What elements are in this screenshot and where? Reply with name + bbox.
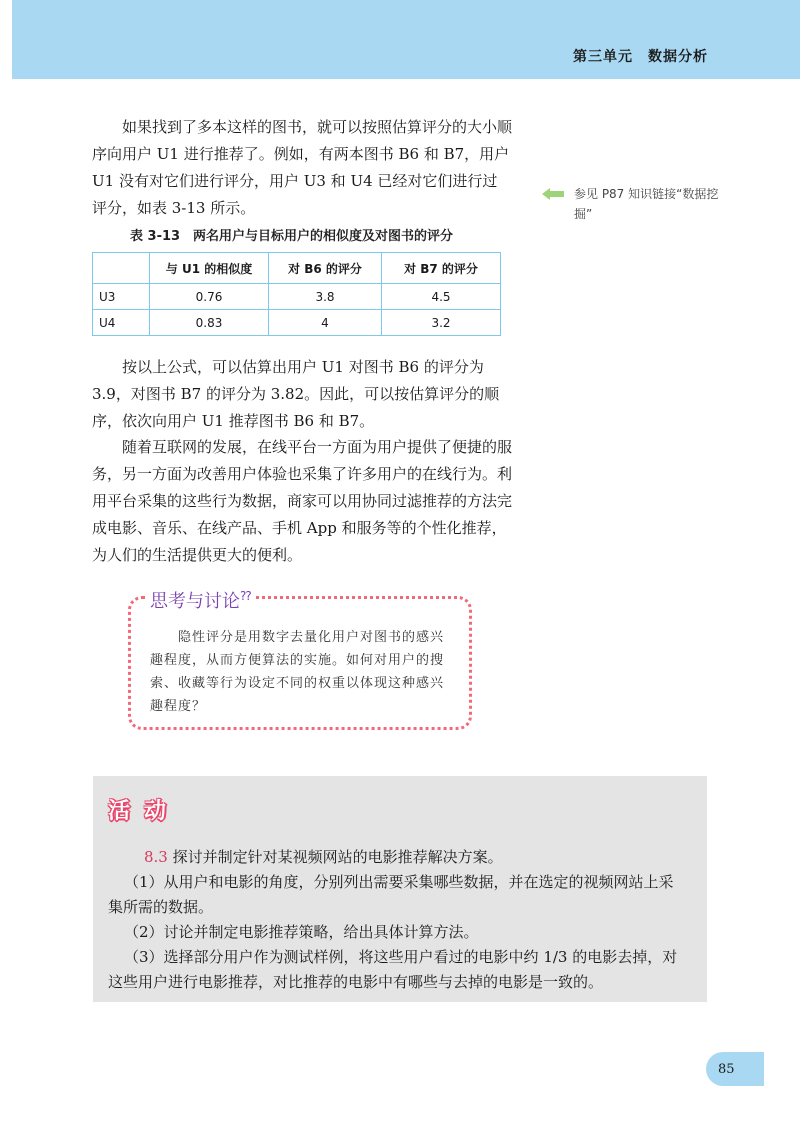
table-row — [93, 310, 501, 336]
page-header-title: 第三单元 数据分析 — [573, 49, 708, 65]
table-header-cell — [93, 253, 150, 284]
table-cell: 3.2 — [382, 310, 501, 336]
table-header-cell: 与 U1 的相似度 — [150, 253, 269, 284]
activity-title: 活动 — [108, 799, 181, 824]
arrow-left-icon — [542, 188, 564, 200]
activity-number: 8.3 — [144, 848, 168, 866]
page-number-tab — [706, 1052, 764, 1086]
think-discuss-title — [148, 587, 253, 613]
table-cell: 0.76 — [150, 284, 269, 310]
activity-intro — [108, 845, 688, 870]
table-cell: U3 — [93, 284, 150, 310]
table-cell: 3.8 — [269, 284, 382, 310]
page-number: 85 — [718, 1062, 735, 1077]
think-discuss-text: 隐性评分是用数字去量化用户对图书的感兴趣程度，从而方便算法的实施。如何对用户的搜索、收藏等行为设定不同的权重以体现这种感兴趣程度？ — [150, 630, 445, 714]
think-title-text: 思考与讨论 — [150, 591, 240, 612]
table-cell: 0.83 — [150, 310, 269, 336]
table-header-cell: 对 B7 的评分 — [382, 253, 501, 284]
header-bar — [12, 0, 800, 79]
table-cell: 4 — [269, 310, 382, 336]
table-caption: 表 3-13 两名用户与目标用户的相似度及对图书的评分 — [130, 229, 454, 244]
paragraph-estimate: 按以上公式，可以估算出用户 U1 对图书 B6 的评分为 3.9，对图书 B7 的评分为 3.82。因此，可以按估算评分的顺序，依次向用户 U1 推荐图书 B6 和 B7。 — [92, 358, 500, 430]
activity-intro-text: 探讨并制定针对某视频网站的电影推荐解决方案。 — [172, 848, 503, 866]
activity-item-3: （3）选择部分用户作为测试样例，将这些用户看过的电影中约 1/3 的电影去掉，对这些用户进行电影推荐，对比推荐的电影中有哪些与去掉的电影是一致的。 — [108, 948, 678, 991]
table-row — [93, 284, 501, 310]
paragraph-internet: 随着互联网的发展，在线平台一方面为用户提供了便捷的服务，另一方面为改善用户体验也采集了许多用户的在线行为。利用平台采集的这些行为数据，商家可以用协同过滤推荐的方法完成电影、音乐、在线产品、手机 App 和服务等的个性化推荐，为人们的生活提供更大的便利。 — [92, 438, 513, 564]
table-header-cell: 对 B6 的评分 — [269, 253, 382, 284]
table-cell: 4.5 — [382, 284, 501, 310]
similarity-table — [92, 252, 501, 336]
paragraph-recommendation: 如果找到了多本这样的图书，就可以按照估算评分的大小顺序向用户 U1 进行推荐了。例如，有两本图书 B6 和 B7，用户 U1 没有对它们进行评分，用户 U3 和 U4 已经对它们进行过评分，如表 3-13 所示。 — [92, 118, 513, 217]
activity-item-1: （1）从用户和电影的角度，分别列出需要采集哪些数据，并在选定的视频网站上采集所需的数据。 — [108, 873, 674, 916]
side-note-reference: 参见 P87 知识链接“数据挖掘” — [574, 187, 719, 221]
table-cell: U4 — [93, 310, 150, 336]
activity-item-2: （2）讨论并制定电影推荐策略，给出具体计算方法。 — [124, 923, 479, 941]
question-marks-icon: ?? — [240, 589, 251, 603]
table-header-row — [93, 253, 501, 284]
